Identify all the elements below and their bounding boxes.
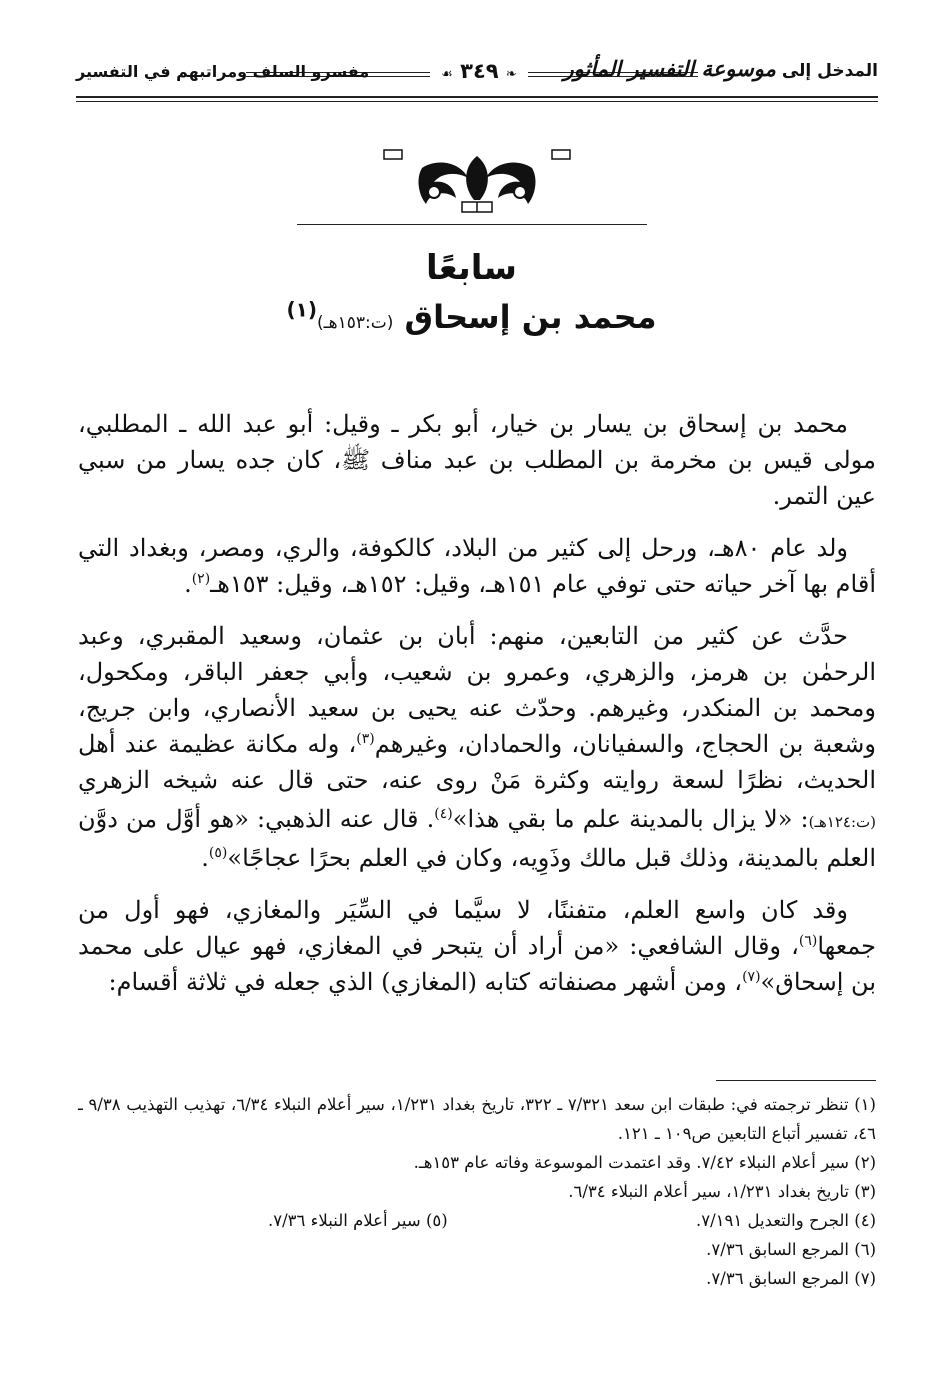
book-name: موسوعة التفسير المأثور <box>563 56 776 81</box>
paragraph-text: محمد بن إسحاق بن يسار بن خيار، أبو بكر ـ وقيل: أبو عبد الله ـ المطلبي، مولى قيس بن مخرمة بن المطلب بن عبد مناف ﷺ، كان جده يسار من سبي عين التمر. <box>78 410 876 510</box>
subject-name: محمد بن إسحاق <box>404 298 657 336</box>
book-prefix: المدخل إلى <box>781 61 878 81</box>
footnote-ref[interactable]: (٢) <box>191 571 211 587</box>
paragraph-text: . <box>201 844 209 872</box>
paragraph <box>78 892 876 1000</box>
paragraph-text: . <box>184 570 192 598</box>
footnote: (٥) سير أعلام النبلاء ٧/٣٦. <box>268 1211 448 1230</box>
section-heading <box>0 298 943 336</box>
divider <box>297 224 647 225</box>
footnote-ref[interactable]: (١) <box>286 297 317 322</box>
ornament-icon <box>382 148 572 220</box>
footnote-divider <box>716 1080 876 1081</box>
header-rule <box>76 96 878 98</box>
footnote-ref[interactable]: (٥) <box>208 845 228 861</box>
footnote: (١) تنظر ترجمته في: طبقات ابن سعد ٧/٣٢١ ـ ٣٢٢، تاريخ بغداد ١/٢٣١، سير أعلام النبلاء ٦/٣٤، تهذيب التهذيب ٩/٣٨ ـ ٤٦، تفسير أتباع التابعين ص١٠٩ ـ ١٢١. <box>78 1095 876 1143</box>
paragraph-text: حدَّث عن كثير من التابعين، منهم: أبان بن عثمان، وسعيد المقبري، وعبد الرحمٰن بن هرمز، والزهري، وعمرو بن شعيب، وأبي جعفر الباقر، ومكحول، ومحمد بن المنكدر، وغيرهم. وحدّث عنه يحيى بن سعيد الأنصاري، وابن جريج، وشعبة بن الحجاج، والسفيانان، والحمادان، وغيرهم <box>78 622 877 758</box>
chapter-title: مفسرو السلف ومراتبهم في التفسير <box>76 62 370 81</box>
footnote: (٣) تاريخ بغداد ١/٢٣١، سير أعلام النبلاء ٦/٣٤. <box>568 1182 876 1201</box>
subject-death-date: (ت:١٥٣هـ) <box>316 313 394 333</box>
paragraph-text: ولد عام ٨٠هـ، ورحل إلى كثير من البلاد، كالكوفة، والري، ومصر، وبغداد التي أقام بها آخر حياته حتى توفي عام ١٥١هـ، وقيل: ١٥٢هـ، وقيل: ١٥٣هـ <box>78 534 876 598</box>
footnote-row <box>78 1206 876 1235</box>
main-text <box>78 406 876 1016</box>
paragraph-text: وقد كان واسع العلم، متفننًا، لا سيَّما في السِّيَر والمغازي، فهو أول من جمعها <box>78 896 876 960</box>
flourish-icon: ☙ <box>441 67 453 82</box>
paragraph <box>78 618 876 876</box>
footnote: (٤) الجرح والتعديل ٧/١٩١. <box>695 1211 876 1230</box>
paragraph <box>78 406 876 514</box>
page-header <box>76 52 878 106</box>
death-date: (ت:١٢٤هـ) <box>808 813 876 831</box>
footnotes <box>78 1090 876 1293</box>
flourish-icon: ❧ <box>505 67 517 82</box>
header-rule <box>76 101 878 102</box>
section-ordinal: سابعًا <box>426 248 517 288</box>
page-number-value: ٣٤٩ <box>460 59 499 83</box>
footnote: (٧) المرجع السابق ٧/٣٦. <box>706 1269 876 1288</box>
footnote-ref[interactable]: (٦) <box>798 933 818 949</box>
book-title <box>563 56 878 81</box>
footnote: (٦) المرجع السابق ٧/٣٦. <box>706 1240 876 1259</box>
footnote-ref[interactable]: (٤) <box>434 806 453 822</box>
paragraph-text: : «لا يزال بالمدينة علم ما بقي هذا» <box>452 805 809 833</box>
paragraph <box>78 530 876 602</box>
footnote-ref[interactable]: (٣) <box>356 731 375 747</box>
page-number <box>430 58 528 88</box>
paragraph-text: ، وله مكانة عظيمة عند أهل الحديث، نظرًا لسعة روايته وكثرة مَنْ روى عنه، حتى قال عنه شيخه الزهري <box>78 730 876 794</box>
footnote: (٢) سير أعلام النبلاء ٧/٤٢. وقد اعتمدت الموسوعة وفاته عام ١٥٣هـ. <box>413 1153 876 1172</box>
paragraph-text: ، وقال الشافعي: «من أراد أن يتبحر في المغازي، فهو عيال على محمد بن إسحاق» <box>78 932 876 996</box>
paragraph-text: ، ومن أشهر مصنفاته كتابه (المغازي) الذي جعله في ثلاثة أقسام: <box>108 968 743 996</box>
footnote-ref[interactable]: (٧) <box>742 969 761 985</box>
paragraph-text: . قال عنه الذهبي: «هو أوَّل من دوَّن العلم بالمدينة، وذلك قبل مالك وذَوِيه، وكان في العلم بحرًا عجاجًا» <box>78 805 876 872</box>
